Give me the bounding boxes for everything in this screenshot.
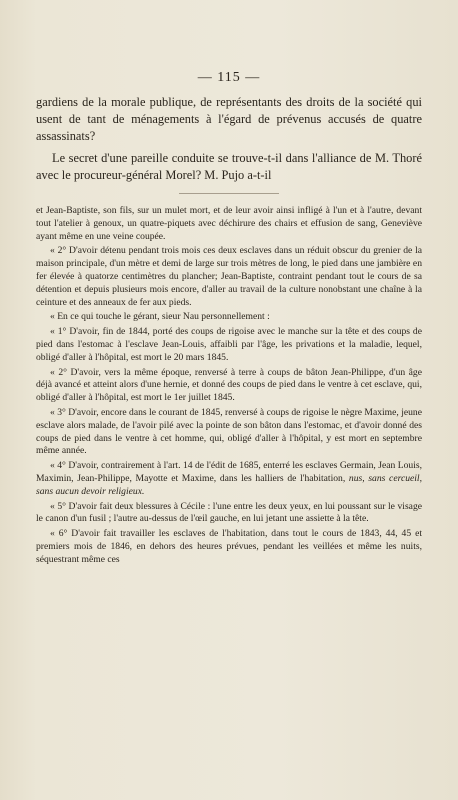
body-paragraph-9: « 6° D'avoir fait travailler les esclaves de l'habitation, dans tout le cours de 1843, 44, 45 et premiers mois de 1846, en dehors des heures prévues, pendant les veillées et même les nuits, séquestrant même ces [36, 528, 422, 565]
lead-paragraph-1: gardiens de la morale publique, de représentants des droits de la société qui usent de tant de ménagements à l'égard de prévenus accusés de quatre assassinats? [36, 95, 422, 143]
body-paragraph-7 [36, 460, 422, 498]
body-paragraph-7-italic: nus, sans cercueil, sans aucun devoir religieux. [36, 472, 422, 497]
body-paragraph-6: « 3° D'avoir, encore dans le courant de 1845, renversé à coups de rigoise le nègre Maxime, jeune esclave alors malade, de l'avoir pilé avec la pointe de son bâton dans l'estomac, et d'avoir donné des coups de pied dans le ventre à cet homme, qui, obligé d'aller à l'hôpital, y est mort en septembre même année. [36, 406, 422, 457]
body-paragraph-5: « 2° D'avoir, vers la même époque, renversé à terre à coups de bâton Jean-Philippe, d'un âge déjà avancé et atteint alors d'une hernie, et donné des coups de pied dans le ventre à cet esclave, qui, obligé d'aller à l'hôpital, est mort le 1er juillet 1845. [36, 366, 422, 404]
lead-text [36, 94, 422, 184]
footnote-text [36, 205, 422, 567]
body-paragraph-4: « 1° D'avoir, fin de 1844, porté des coups de rigoise avec le manche sur la tête et des coups de pied dans l'estomac à l'esclave Jean-Louis, affaibli par l'âge, les privations et la maladie, lequel, obligé d'aller à l'hôpital, est mort le 20 mars 1845. [36, 326, 422, 363]
body-paragraph-2: « 2° D'avoir détenu pendant trois mois ces deux esclaves dans un réduit obscur du grenier de la maison principale, d'un mètre et demi de large sur trois mètres de long, le pied dans une jambière en fer élevée à quatorze centimètres du plancher; Jean-Baptiste, contraint pendant tout le cours de sa détention et depuis plusieurs mois encore, d'aller au travail de la culture nonobstant une chaîne à la ceinture et des anneaux de fer aux pieds. [36, 245, 422, 308]
lead-paragraph-2: Le secret d'une pareille conduite se trouve-t-il dans l'alliance de M. Thoré avec le procureur-général Morel? M. Pujo a-t-il [36, 151, 422, 182]
body-paragraph-8: « 5° D'avoir fait deux blessures à Cécile : l'une entre les deux yeux, en lui poussant sur le visage le canon d'un fusil ; l'autre au-dessus de l'œil gauche, en lui jetant une assiette à la tête. [36, 500, 422, 525]
body-paragraph-3: « En ce qui touche le gérant, sieur Nau personnellement : [50, 311, 270, 323]
body-paragraph-7-text: « 4° D'avoir, contrairement à l'art. 14 de l'édit de 1685, enterré les esclaves Germain, Jean Louis, Maximin, Jean-Philippe, Mayotte et Maxime, dans les halliers de l'habitation, [36, 460, 422, 484]
body-paragraph-1: et Jean-Baptiste, son fils, sur un mulet mort, et de leur avoir ainsi infligé à l'un et à l'autre, devant tout l'atelier à genoux, un quatre-piquets avec déchirure des chairs et effusion de sang, Geneviève ayant même en une veine coupée. [36, 205, 422, 242]
section-divider [179, 193, 279, 194]
page-number: — 115 — [197, 70, 261, 85]
